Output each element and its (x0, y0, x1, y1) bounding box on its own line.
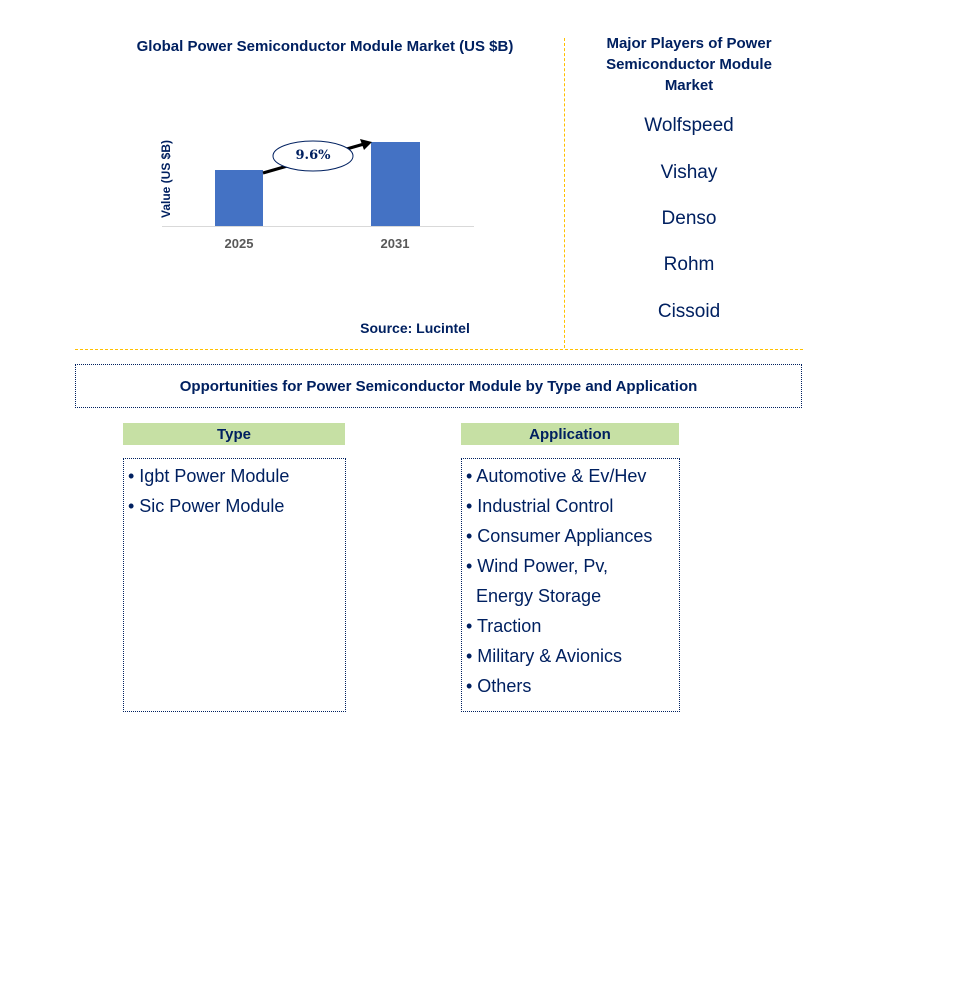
chart-title: Global Power Semiconductor Module Market (US $B) (136, 38, 514, 55)
bar-2025 (215, 170, 263, 227)
vertical-divider (564, 38, 565, 348)
application-header-text: Application (529, 425, 611, 443)
list-item: • Traction (466, 616, 542, 636)
players-title: Major Players of Power Semiconductor Module Market (606, 35, 772, 94)
list-item: • Others (466, 676, 532, 696)
player-cissoid: Cissoid (657, 301, 721, 322)
x-tick-2025: 2025 (224, 236, 254, 251)
type-header-text: Type (217, 425, 251, 443)
type-list (123, 458, 346, 712)
list-item: • Automotive & Ev/Hev (466, 466, 647, 486)
player-rohm: Rohm (663, 254, 715, 275)
list-item: • Military & Avionics (466, 646, 623, 666)
bar-2031 (371, 142, 420, 227)
list-item: • Wind Power, Pv, (466, 556, 609, 576)
opportunities-title (75, 364, 802, 408)
y-axis-label: Value (US $B) (159, 139, 173, 219)
type-header (123, 423, 345, 445)
list-item: • Consumer Appliances (466, 526, 653, 546)
player-wolfspeed: Wolfspeed (644, 115, 734, 136)
x-axis-line (162, 226, 474, 227)
player-denso: Denso (661, 208, 717, 229)
list-item: • Industrial Control (466, 496, 614, 516)
list-item: • Sic Power Module (128, 496, 285, 516)
horizontal-divider (75, 349, 803, 350)
source-label: Source: Lucintel (360, 320, 470, 336)
cagr-label: 9.6% (295, 148, 331, 163)
x-tick-2031: 2031 (380, 236, 410, 251)
list-item: • Igbt Power Module (128, 466, 290, 486)
application-header (461, 423, 679, 445)
list-item: Energy Storage (466, 586, 602, 606)
opportunities-title-text: Opportunities for Power Semiconductor Module by Type and Application (179, 377, 698, 395)
application-list (461, 458, 680, 712)
player-vishay: Vishay (660, 162, 718, 183)
